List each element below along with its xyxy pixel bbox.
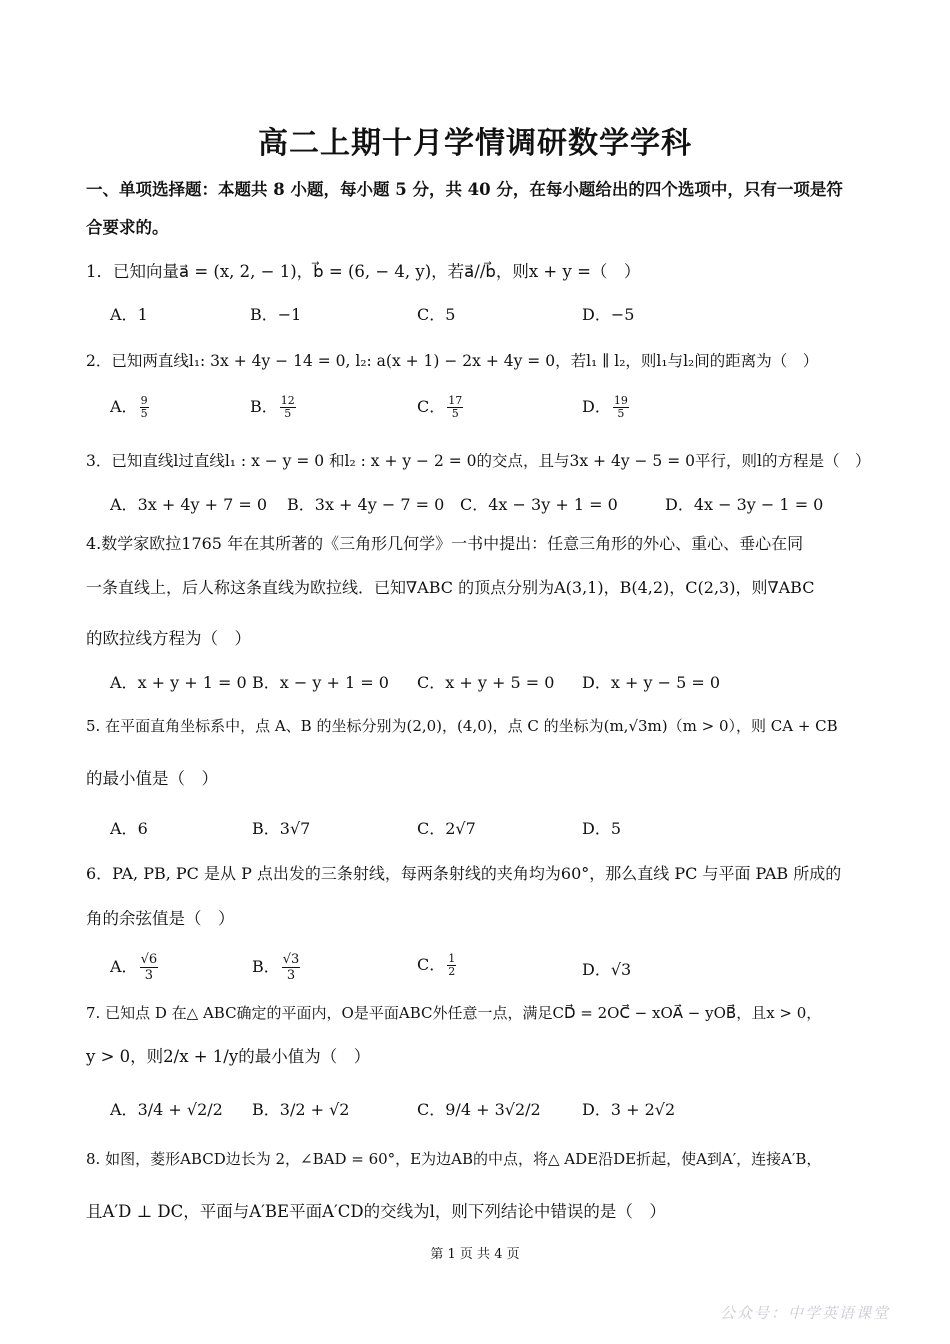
- question-5-option-a: A．6: [110, 819, 148, 838]
- question-2-option-d: D． $\frac{19}{5}$: [582, 394, 628, 420]
- question-4-stem-line-1: 4.数学家欧拉1765 年在其所著的《三角形几何学》一书中提出：任意三角形的外心、重心、垂心在同: [86, 534, 804, 553]
- question-5-option-c: C．2√7: [417, 819, 476, 838]
- section-header-line-2: 合要求的。: [86, 218, 169, 237]
- question-8-stem-line-1: 8. 如图，菱形ABCD边长为 2，∠BAD = 60°，E为边AB的中点，将△ ADE沿DE折起，使A到A′，连接A′B，: [86, 1150, 822, 1168]
- question-5-stem-line-2: 的最小值是（ ）: [86, 769, 218, 788]
- question-5-option-d: D．5: [582, 819, 622, 838]
- question-6-option-c: C． $\frac{1}{2}$: [417, 952, 456, 978]
- question-1-stem: 1．已知向量a⃗ = (x, 2, − 1)，b⃗ = (6, − 4, y)，若a⃗//b⃗，则x + y =（ ）: [86, 262, 641, 281]
- question-6-stem-line-1: 6．PA, PB, PC 是从 P 点出发的三条射线，每两条射线的夹角均为60°，那么直线 PC 与平面 PAB 所成的: [86, 864, 842, 883]
- question-6-option-a: A． $\frac{√6}{3}$: [110, 952, 158, 983]
- section-header-line-1: 一、单项选择题：本题共 8 小题，每小题 5 分，共 40 分，在每小题给出的四个选项中，只有一项是符: [86, 180, 843, 199]
- question-1-option-c: C．5: [417, 305, 456, 324]
- question-4-stem-line-3: 的欧拉线方程为（ ）: [86, 629, 251, 648]
- question-1-option-b: B．−1: [250, 305, 302, 324]
- question-7-option-b: B．3/2 + √2: [252, 1100, 350, 1119]
- question-7-option-c: C．9/4 + 3√2/2: [417, 1100, 541, 1119]
- question-5-option-b: B．3√7: [252, 819, 311, 838]
- question-4-option-b: B．x − y + 1 = 0: [252, 673, 389, 692]
- question-4-option-d: D．x + y − 5 = 0: [582, 673, 720, 692]
- question-2-option-b: B． $\frac{12}{5}$: [250, 394, 295, 420]
- watermark: 公众号：中学英语课堂: [719, 1304, 890, 1322]
- page-footer: 第 1 页 共 4 页: [430, 1247, 520, 1262]
- question-5-stem-line-1: 5. 在平面直角坐标系中，点 A、B 的坐标分别为(2,0)，(4,0)，点 C 的坐标为(m,√3m)（m > 0），则 CA + CB: [86, 717, 838, 735]
- question-7-option-d: D．3 + 2√2: [582, 1100, 676, 1119]
- question-3-option-b: B．3x + 4y − 7 = 0: [287, 495, 445, 514]
- question-2-option-c: C． $\frac{17}{5}$: [417, 394, 463, 420]
- question-3-option-d: D．4x − 3y − 1 = 0: [665, 495, 824, 514]
- question-7-stem-line-2: y > 0，则2/x + 1/y的最小值为（ ）: [86, 1047, 371, 1066]
- question-2-option-a: A． $\frac{9}{5}$: [110, 394, 148, 420]
- question-7-stem-line-1: 7. 已知点 D 在△ ABC确定的平面内，O是平面ABC外任意一点，满足CD⃗ = 2OC⃗ − xOA⃗ − yOB⃗，且x > 0，: [86, 1004, 822, 1022]
- question-6-option-b: B． $\frac{√3}{3}$: [252, 952, 300, 983]
- question-2-stem: 2．已知两直线l₁: 3x + 4y − 14 = 0, l₂: a(x + 1) − 2x + 4y = 0，若l₁ ∥ l₂，则l₁与l₂间的距离为（ ）: [86, 352, 819, 370]
- page-title: 高二上期十月学情调研数学学科: [258, 126, 692, 161]
- question-3-option-a: A．3x + 4y + 7 = 0: [110, 495, 268, 514]
- question-7-option-a: A．3/4 + √2/2: [110, 1100, 223, 1119]
- question-4-option-c: C．x + y + 5 = 0: [417, 673, 555, 692]
- question-1-option-a: A．1: [110, 305, 148, 324]
- question-4-stem-line-2: 一条直线上，后人称这条直线为欧拉线．已知∇ABC 的顶点分别为A(3,1)，B(4,2)，C(2,3)，则∇ABC: [86, 578, 815, 597]
- question-8-stem-line-2: 且A′D ⊥ DC，平面与A′BE平面A′CD的交线为l，则下列结论中错误的是（ ）: [86, 1202, 666, 1221]
- question-3-option-c: C．4x − 3y + 1 = 0: [460, 495, 618, 514]
- question-6-stem-line-2: 角的余弦值是（ ）: [86, 909, 235, 928]
- question-3-stem: 3．已知直线l过直线l₁ : x − y = 0 和l₂ : x + y − 2 = 0的交点，且与3x + 4y − 5 = 0平行，则l的方程是（ ）: [86, 452, 871, 470]
- question-6-option-d: D．√3: [582, 960, 632, 979]
- question-4-option-a: A．x + y + 1 = 0: [110, 673, 247, 692]
- question-1-option-d: D．−5: [582, 305, 635, 324]
